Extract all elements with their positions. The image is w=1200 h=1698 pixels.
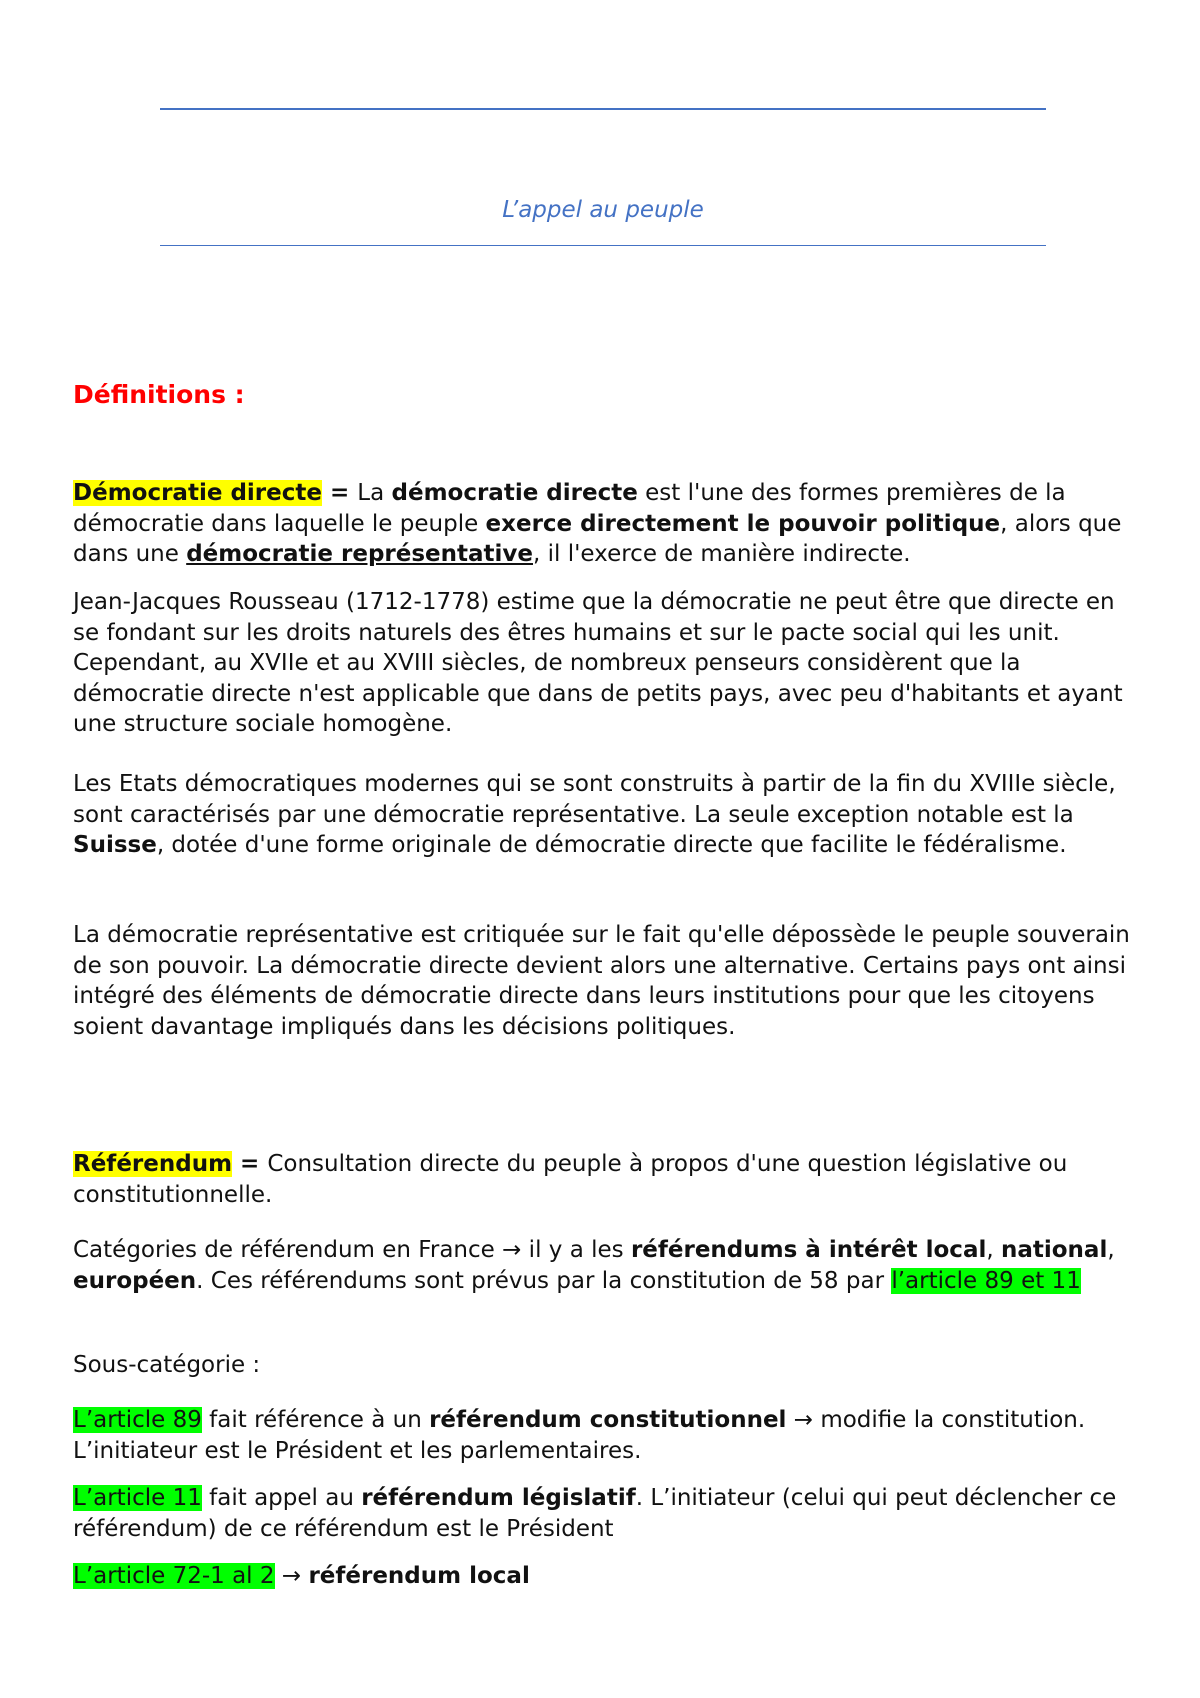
text-run: , dotée d'une forme originale de démocratie directe que facilite le fédéralisme. bbox=[156, 832, 1067, 858]
text-run: Les Etats démocratiques modernes qui se sont construits à partir de la fin du XVIIIe siècle, sont caractérisés par une démocratie représentative. La seule exception notable est la bbox=[73, 771, 1116, 828]
suisse-bold: Suisse bbox=[73, 832, 157, 858]
text-run: national bbox=[1000, 1237, 1108, 1263]
articles-highlight: l’article 89 et 11 bbox=[891, 1267, 1081, 1294]
critique-paragraph bbox=[73, 920, 1143, 1042]
text-run bbox=[73, 1405, 1143, 1466]
text-run: → modifie la constitution. L’initiateur est le Président et les parlementaires. bbox=[73, 1407, 1086, 1464]
sous-categorie-label bbox=[73, 1350, 1143, 1381]
article-72-paragraph bbox=[73, 1561, 1143, 1592]
text-run bbox=[73, 1235, 1143, 1296]
text-run: , alors que dans une bbox=[73, 510, 1122, 567]
article-11-highlight: L’article 11 bbox=[73, 1485, 202, 1511]
text-run: fait référence à un bbox=[201, 1407, 430, 1433]
text-run: = bbox=[232, 1151, 268, 1177]
democratie-directe-definition bbox=[73, 478, 1143, 570]
text-run: → bbox=[274, 1563, 309, 1589]
document-title: L’appel au peuple bbox=[502, 197, 704, 223]
text-run: . Ces référendums sont prévus par la constitution de 58 par bbox=[196, 1267, 892, 1294]
text-run bbox=[73, 1149, 1143, 1210]
text-run: = bbox=[321, 480, 358, 506]
text-run: européen bbox=[73, 1267, 197, 1294]
article-11-paragraph bbox=[73, 1483, 1143, 1544]
text-run bbox=[73, 1483, 1143, 1544]
text-run: La bbox=[357, 480, 392, 506]
text-run: référendums à intérêt local bbox=[630, 1237, 987, 1263]
text-run: référendum local bbox=[308, 1563, 530, 1589]
text-run: . L’initiateur (celui qui peut déclencher ce référendum) de ce référendum est le Président bbox=[73, 1485, 1117, 1542]
text-run bbox=[186, 541, 533, 567]
article-89-highlight: L’article 89 bbox=[73, 1407, 202, 1433]
text-run: Sous-catégorie : bbox=[73, 1352, 261, 1378]
article-89-paragraph bbox=[73, 1405, 1143, 1466]
democratie-directe-paragraph bbox=[73, 478, 1143, 570]
text-run: est l'une des formes premières de la démocratie dans laquelle le peuple bbox=[73, 480, 1066, 537]
text-run: démocratie directe bbox=[391, 480, 638, 506]
text-run: La démocratie représentative est critiquée sur le fait qu'elle dépossède le peuple souverain de son pouvoir. La démocratie directe devient alors une alternative. Certains pays ont ainsi intégré des éléments de démocratie directe dans leurs institutions pour que les citoyens soient davantage impliqués dans les décisions politiques. bbox=[73, 922, 1130, 1040]
text-run: , bbox=[986, 1237, 1001, 1263]
referendum-definition bbox=[73, 1149, 1143, 1210]
term-referendum: Référendum bbox=[73, 1151, 233, 1177]
referendum-categories-paragraph bbox=[73, 1235, 1143, 1296]
text-run: Jean-Jacques Rousseau (1712-1778) estime que la démocratie ne peut être que directe en se fondant sur les droits naturels des êtres humains et sur le pacte social qui les unit. Cependant, au XVIIe et au XVIII siècles, de nombreux penseurs considèrent que la démocratie directe n'est applicable que dans de petits pays, avec peu d'habitants et ayant une structure sociale homogène. bbox=[73, 589, 1123, 737]
text-run: , bbox=[1107, 1237, 1115, 1263]
text-run: Catégories de référendum en France → il y a les bbox=[73, 1237, 631, 1263]
text-run: référendum constitutionnel bbox=[429, 1407, 787, 1433]
text-run: , il l'exerce de manière indirecte. bbox=[533, 541, 911, 567]
text-run: fait appel au bbox=[201, 1485, 362, 1511]
democratie-representative-link-text: démocratie représentative bbox=[186, 541, 533, 567]
text-run bbox=[73, 769, 1143, 861]
title-rule bbox=[160, 245, 1046, 246]
etats-democratiques-paragraph bbox=[73, 769, 1143, 861]
text-run: exerce directement le pouvoir politique bbox=[485, 510, 1001, 537]
article-72-highlight: L’article 72-1 al 2 bbox=[73, 1563, 275, 1589]
rousseau-paragraph bbox=[73, 587, 1143, 740]
term-democratie-directe: Démocratie directe bbox=[73, 480, 322, 506]
definitions-heading: Définitions : bbox=[73, 380, 245, 409]
text-run bbox=[73, 1561, 1143, 1592]
text-run: référendum législatif bbox=[361, 1485, 636, 1511]
text-run: Consultation directe du peuple à propos d'une question législative ou constitutionnelle. bbox=[73, 1151, 1068, 1208]
top-rule bbox=[160, 108, 1046, 110]
